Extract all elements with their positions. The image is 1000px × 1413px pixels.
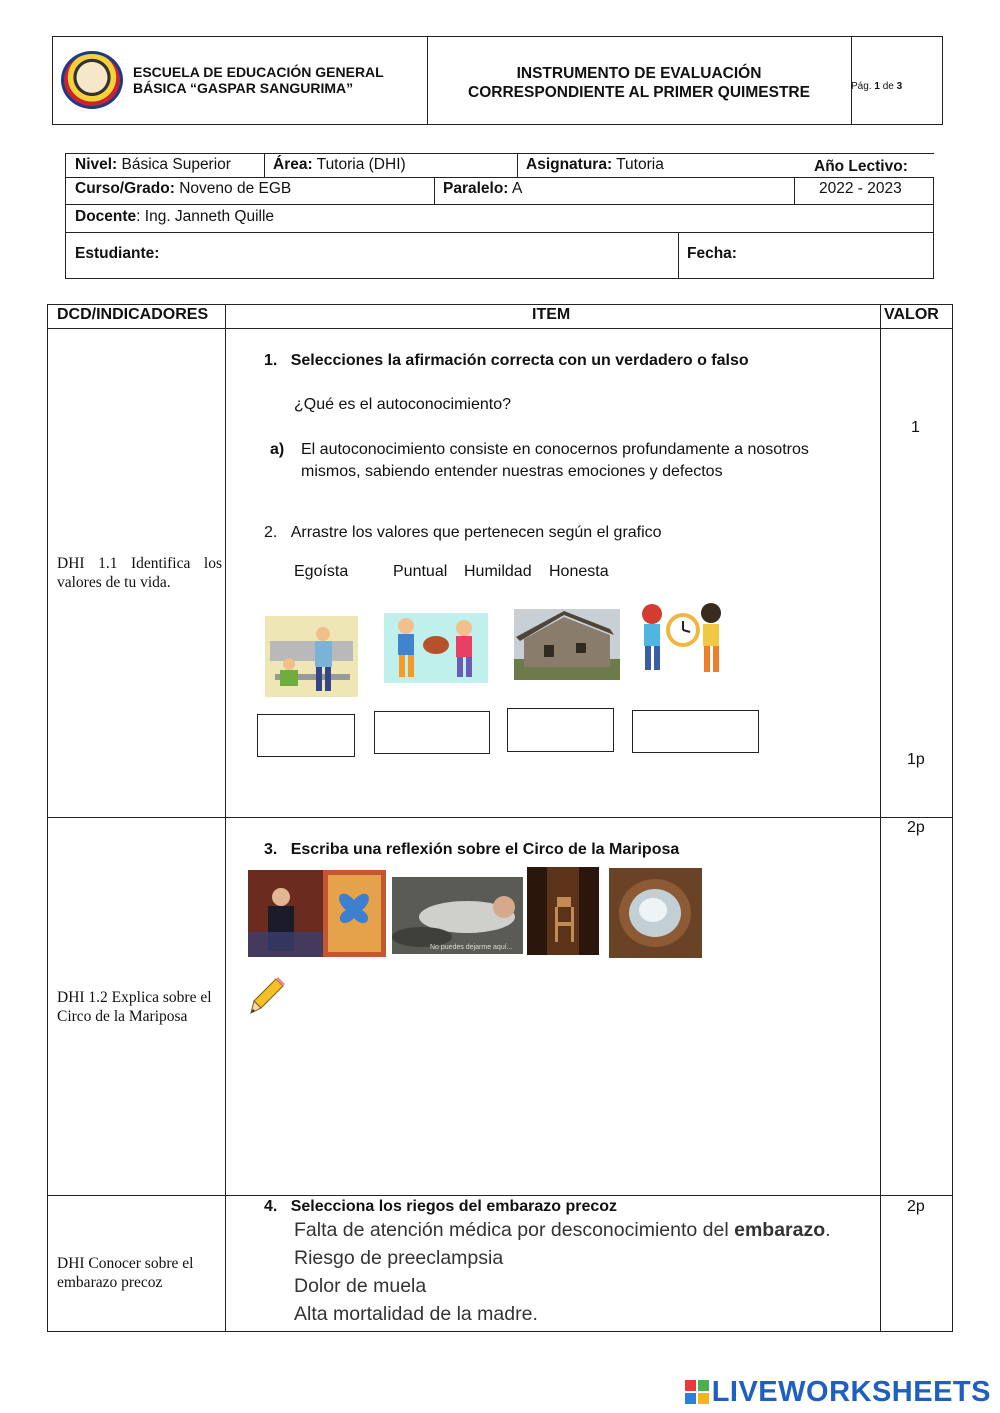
picture-kids-fighting: [384, 613, 488, 683]
anio-value: 2022 - 2023: [819, 180, 902, 197]
page-indicator: Pág. 1 de 3: [851, 81, 903, 92]
answer-box-3[interactable]: [507, 708, 614, 752]
indicator-1: DHI 1.1 Identifica los valores de tu vida.: [57, 555, 222, 591]
question-1-option-a[interactable]: a) El autoconocimiento consiste en conocernos profundamente a nosotros mismos, sabiendo entender nuestras emociones y defectos: [270, 441, 809, 480]
question-4-value: 2p: [907, 1198, 925, 1215]
pencil-icon: [249, 977, 285, 1017]
question-3-value: 2p: [907, 819, 925, 836]
question-4-option-2[interactable]: Riesgo de preeclampsia: [294, 1247, 504, 1269]
question-4-option-4[interactable]: Alta mortalidad de la madre.: [294, 1303, 538, 1325]
question-3: 3. Escriba una reflexión sobre el Circo de la Mariposa: [264, 841, 680, 858]
anio-label: Año Lectivo:: [814, 158, 908, 175]
school-cell: [53, 37, 428, 124]
estudiante-label: Estudiante:: [75, 245, 160, 262]
liveworksheets-logo: LIVEWORKSHEETS: [685, 1376, 991, 1409]
instrument-title: INSTRUMENTO DE EVALUACIÓN CORRESPONDIENTE AL PRIMER QUIMESTRE: [468, 65, 810, 101]
asignatura-field: Asignatura: Tutoria: [526, 156, 664, 173]
school-logo: [61, 51, 123, 109]
col-valor-header: VALOR: [884, 306, 939, 323]
question-4-option-3[interactable]: Dolor de muela: [294, 1275, 427, 1297]
picture-chair-dark-room: [527, 867, 599, 955]
drag-word-egoista[interactable]: Egoísta: [294, 563, 349, 580]
picture-stone-house: [514, 609, 620, 680]
school-name: ESCUELA DE EDUCACIÓN GENERAL BÁSICA “GASPAR SANGURIMA”: [133, 64, 384, 96]
answer-box-4[interactable]: [632, 710, 759, 753]
question-2-value: 1p: [907, 751, 925, 768]
picture-man-on-ground: [392, 877, 523, 954]
col-item-header: ITEM: [532, 306, 571, 323]
question-1: 1. Selecciones la afirmación correcta con un verdadero o falso: [264, 352, 749, 369]
question-4-option-1[interactable]: Falta de atención médica por desconocimiento del embarazo.: [294, 1219, 831, 1241]
liveworksheets-icon: [685, 1379, 709, 1403]
picture-humble-man: [265, 616, 358, 697]
info-table: [65, 153, 934, 279]
question-1-prompt: ¿Qué es el autoconocimiento?: [294, 396, 512, 413]
document-header: [52, 36, 943, 125]
nivel-field: Nivel: Básica Superior: [75, 156, 231, 173]
drag-word-honesta[interactable]: Honesta: [549, 563, 609, 580]
picture-butterfly-circus-poster: [248, 870, 386, 957]
question-1-value: 1: [911, 419, 920, 436]
question-4: 4. Selecciona los riegos del embarazo precoz: [264, 1198, 618, 1215]
evaluation-table: [47, 304, 953, 1332]
area-field: Área: Tutoria (DHI): [273, 156, 406, 173]
svg-text:No puedes dejarme aquí...: No puedes dejarme aquí...: [430, 944, 513, 951]
docente-field: Docente: Ing. Janneth Quille: [75, 208, 275, 225]
picture-kids-clock: [637, 602, 730, 679]
fecha-label: Fecha:: [687, 245, 737, 262]
curso-field: Curso/Grado: Noveno de EGB: [75, 180, 292, 197]
indicator-3: DHI Conocer sobre el embarazo precoz: [57, 1255, 194, 1291]
answer-box-2[interactable]: [374, 711, 490, 754]
instrument-cell: [427, 37, 852, 124]
drag-word-puntual[interactable]: Puntual: [393, 563, 448, 580]
drag-word-humildad[interactable]: Humildad: [464, 563, 532, 580]
question-2: 2. Arrastre los valores que pertenecen según el grafico: [264, 524, 662, 541]
paralelo-field: Paralelo: A: [443, 180, 523, 197]
col-dcd-header: DCD/INDICADORES: [57, 306, 209, 323]
picture-cocoon: [609, 868, 702, 958]
answer-box-1[interactable]: [257, 714, 355, 757]
indicator-2: DHI 1.2 Explica sobre el Circo de la Mariposa: [57, 989, 212, 1025]
